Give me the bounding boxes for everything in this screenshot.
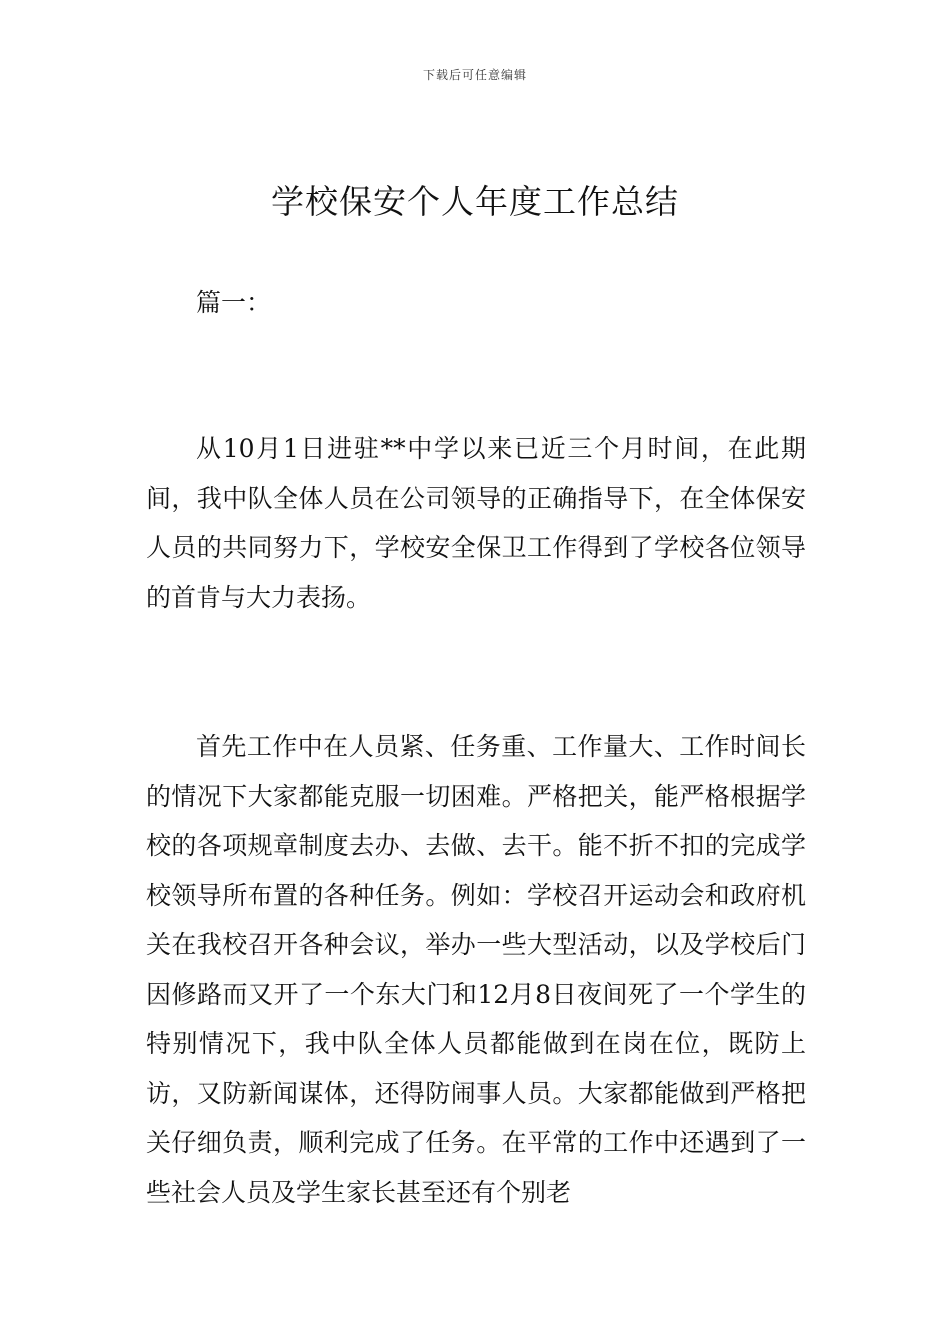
document-title: 学校保安个人年度工作总结 xyxy=(271,182,679,221)
paragraph-2: 首先工作中在人员紧、任务重、工作量大、工作时间长的情况下大家都能克服一切困难。严格把关，能严格根据学校的各项规章制度去办、去做、去干。能不折不扣的完成学校领导所布置的各种任务。例如：学校召开运动会和政府机关在我校召开各种会议，举办一些大型活动，以及学校后门因修路而又开了一个东大门和12月8日夜间死了一个学生的特别情况下，我中队全体人员都能做到在岗在位，既防上访，又防新闻谋体，还得防闹事人员。大家都能做到严格把关仔细负责，顺利完成了任务。在平常的工作中还遇到了一些社会人员及学生家长甚至还有个别老 xyxy=(146,732,806,1207)
header-note: 下载后可任意编辑 xyxy=(422,68,527,82)
section-label: 篇一： xyxy=(196,288,272,317)
paragraph-1: 从10月1日进驻**中学以来已近三个月时间，在此期间，我中队全体人员在公司领导的正确指导下，在全体保安人员的共同努力下，学校安全保卫工作得到了学校各位领导的首肯与大力表扬。 xyxy=(146,434,806,612)
